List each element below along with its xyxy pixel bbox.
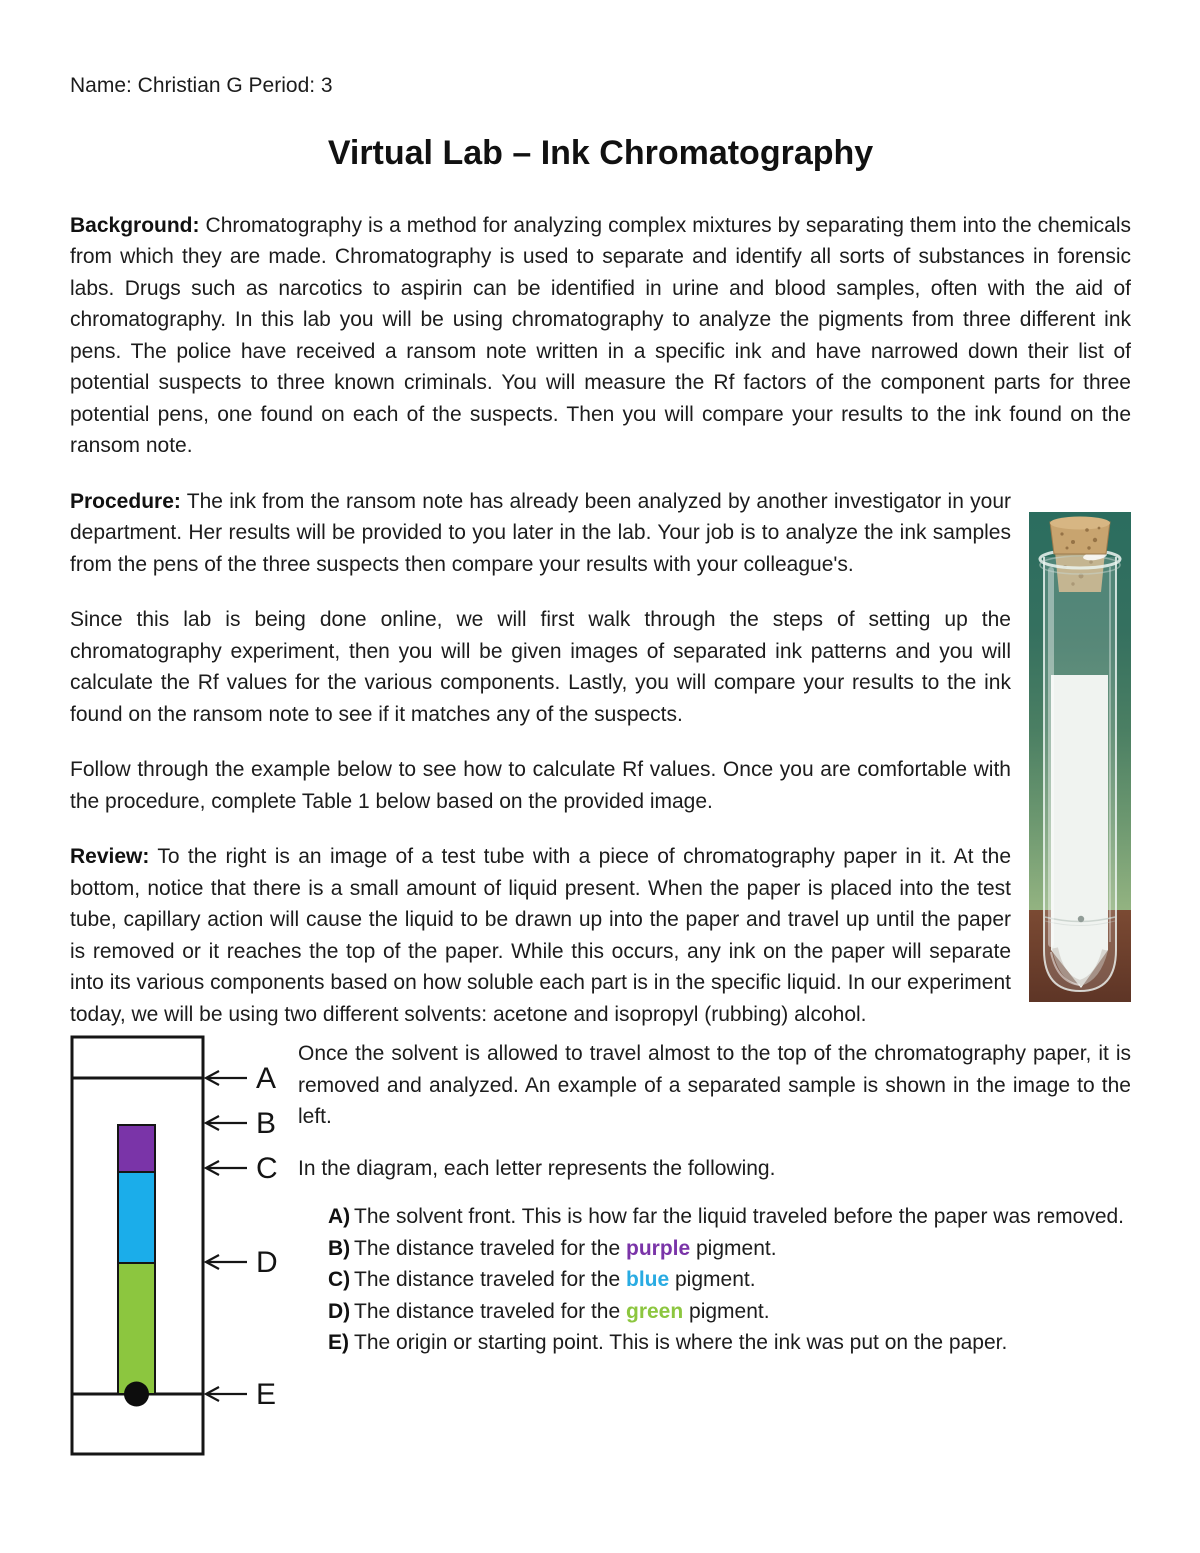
arrow-label-e: E [256, 1378, 277, 1411]
pigment-band-green [118, 1263, 155, 1394]
legend-item-e [298, 1327, 1131, 1359]
background-label: Background: [70, 213, 200, 237]
page-title: Virtual Lab – Ink Chromatography [327, 133, 874, 172]
background-paragraph [70, 210, 1131, 462]
legend-item-b [298, 1233, 1131, 1265]
diagram-arrows [206, 1071, 247, 1401]
glass-tube [1044, 557, 1116, 991]
online-lab-paragraph: Since this lab is being done online, we will first walk through the steps of setting up the chromatography experiment, then you will be given images of separated ink patterns and you will calculate the Rf values for the various components. Lastly, you will compare your results to the ink found on the ransom note to see if it matches any of the suspects. [70, 608, 1011, 726]
blue-word: blue [626, 1268, 670, 1291]
glass-highlight [1048, 567, 1054, 947]
diagram-section [70, 1035, 1131, 1481]
follow-example-paragraph: Follow through the example below to see how to calculate Rf values. Once you are comfortable with the procedure, complete Table 1 below based on the provided image. [70, 758, 1011, 813]
legend-item-d [298, 1296, 1131, 1328]
chromatogram-svg [70, 1035, 298, 1471]
legend-marker: B) [328, 1236, 351, 1260]
test-tube-image [1029, 512, 1131, 1002]
diagram-explanation [298, 1035, 1131, 1359]
student-name-line: Name: Christian G Period: 3 [70, 74, 333, 97]
purple-word: purple [626, 1236, 691, 1260]
procedure-label: Procedure: [70, 489, 181, 513]
legend-text: The solvent front. This is how far the liquid traveled before the paper was removed. [354, 1205, 1125, 1228]
origin-dot [124, 1382, 149, 1407]
background-text: Chromatography is a method for analyzing complex mixtures by separating them into the chemicals from which they are made. Chromatography is used to separate and identify all sorts of substances in forensic labs. Drugs such as narcotics to aspirin can be identified in urine and blood samples, often with the aid of chromatography. In this lab you will be using chromatography to analyze the pigments from three different ink pens. The police have received a ransom note written in a specific ink and have narrowed down their list of potential suspects to three known criminals. You will measure the Rf factors of the component parts for three potential pens, one found on each of the suspects. Then you will compare your results to the ink found on the ransom note. [70, 213, 1131, 457]
procedure-text: The ink from the ransom note has already been analyzed by another investigator in your department. Her results will be provided to you later in the lab. Your job is to analyze the ink samples from the pens of the three suspects then compare your results with your colleague's. [70, 489, 1011, 576]
chromatogram-diagram [70, 1035, 298, 1481]
legend-marker: A) [328, 1205, 351, 1228]
diagram-letters [256, 1062, 278, 1411]
diagram-intro-paragraph: In the diagram, each letter represents the following. [298, 1156, 776, 1180]
pigment-band-blue [118, 1172, 155, 1263]
legend-text: The distance traveled for the blue pigment. [354, 1268, 756, 1291]
review-paragraph [70, 841, 1131, 1030]
legend-item-a [298, 1201, 1131, 1233]
procedure-paragraph [70, 486, 1131, 581]
legend-text: The distance traveled for the purple pigment. [354, 1236, 777, 1260]
legend-text: The distance traveled for the green pigment. [354, 1299, 770, 1323]
arrow-label-c: C [256, 1152, 278, 1185]
arrow-label-d: D [256, 1246, 278, 1279]
legend-marker: E) [328, 1331, 349, 1354]
legend-marker: D) [328, 1299, 351, 1323]
pigment-band-purple [118, 1125, 155, 1172]
legend-text: The origin or starting point. This is where the ink was put on the paper. [354, 1331, 1008, 1354]
solvent-travel-paragraph: Once the solvent is allowed to travel almost to the top of the chromatography paper, it is removed and analyzed. An example of a separated sample is shown in the image to the left. [298, 1042, 1131, 1128]
legend-marker: C) [328, 1268, 351, 1291]
arrow-label-a: A [256, 1062, 277, 1095]
test-tube-illustration [1029, 512, 1131, 1002]
legend-item-c [298, 1264, 1131, 1296]
review-label: Review: [70, 845, 150, 868]
green-word: green [626, 1299, 684, 1323]
arrow-label-b: B [256, 1107, 277, 1140]
diagram-legend [298, 1201, 1131, 1359]
review-text: To the right is an image of a test tube with a piece of chromatography paper in it. At the bottom, notice that there is a small amount of liquid present. When the paper is placed into the test tube, capillary action will cause the liquid to be drawn up into the paper and travel up until the paper is removed or it reaches the top of the paper. While this occurs, any ink on the paper will separate into its various components based on how soluble each part is in the specific liquid. In our experiment today, we will be using two different solvents: acetone and isopropyl (rubbing) alcohol. [70, 845, 1011, 1026]
